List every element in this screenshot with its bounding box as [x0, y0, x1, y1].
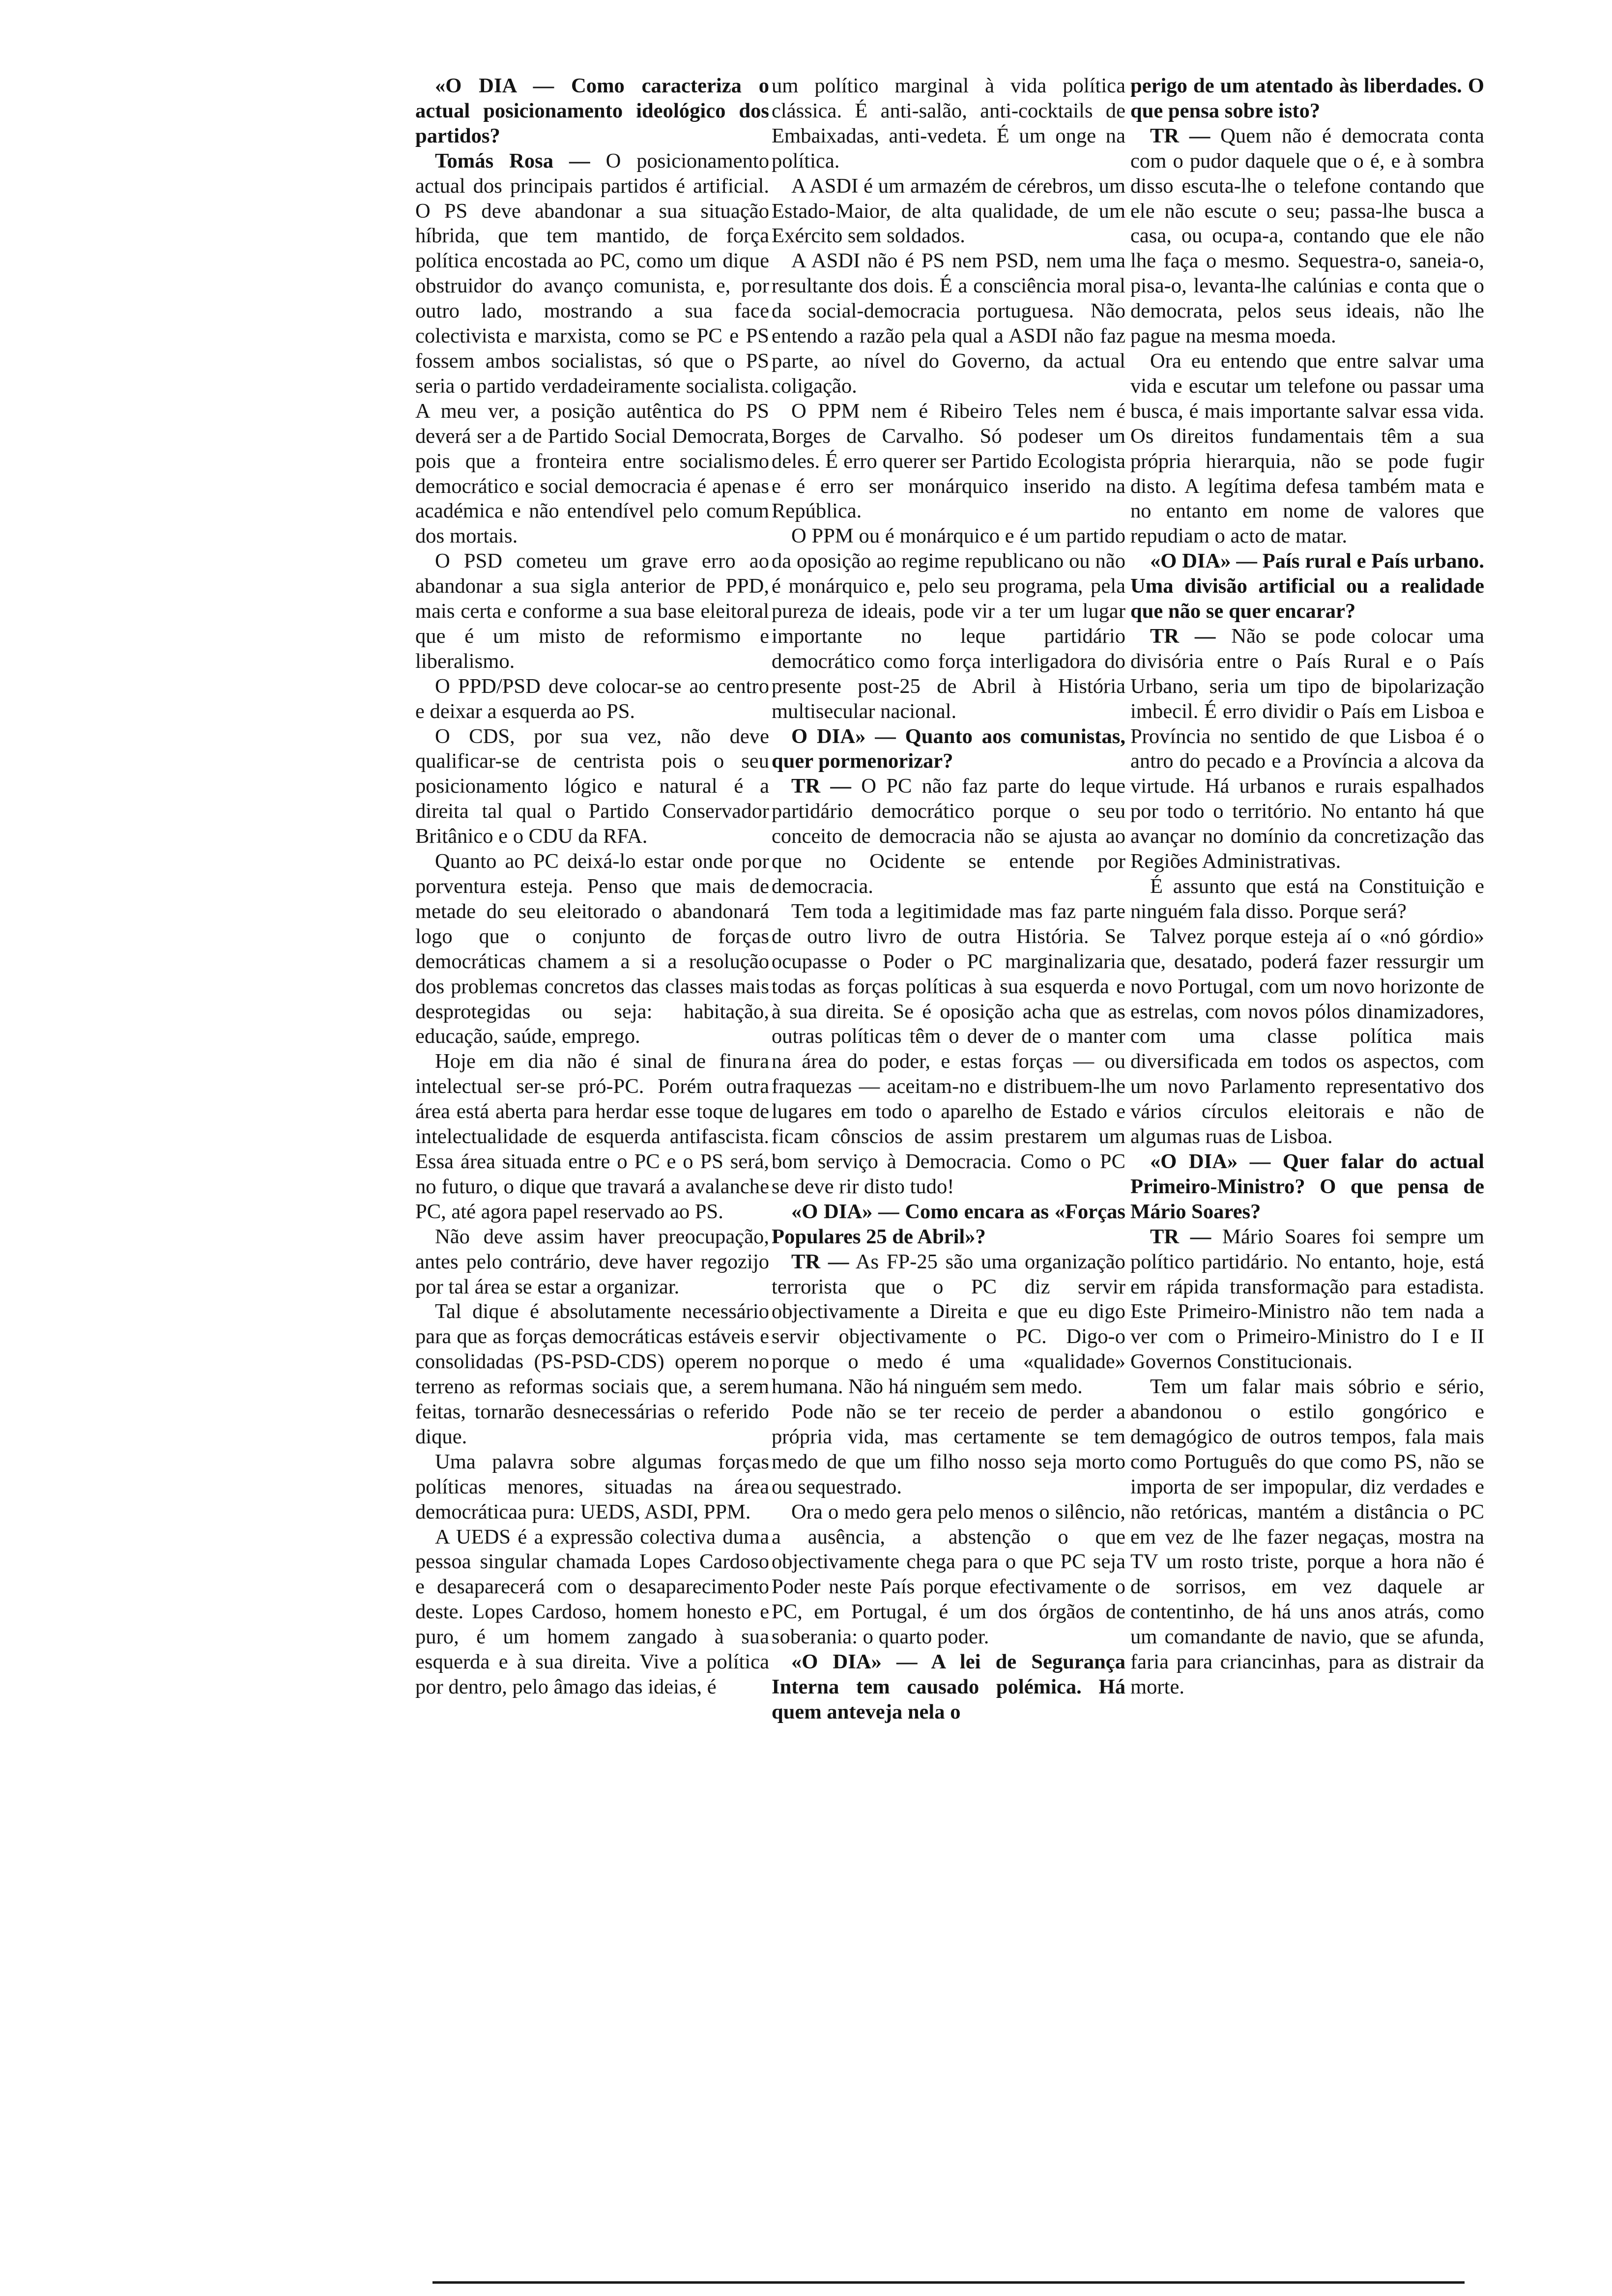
paragraph: Pode não se ter receio de perder a própria vida, mas certamente se tem medo de que um filho nosso seja morto ou sequestrado.	[772, 1400, 1125, 1498]
interview-question: O DIA» — Quanto aos comunistas, quer pormenorizar?	[772, 724, 1125, 773]
answer-text: As FP-25 são uma organização terrorista que o PC diz servir objectivamente a Direita e que eu digo servir objectivamente o PC. Digo-o porque o medo é uma «qualidade» humana. Não há ninguém sem medo.	[772, 1250, 1125, 1399]
text-column-3	[1130, 74, 1484, 1700]
paragraph: Não deve assim haver preocupação, antes pelo contrário, deve haver regozijo por tal área se estar a organizar.	[415, 1225, 769, 1298]
interview-answer	[772, 1250, 1125, 1400]
paragraph: O PPM ou é monárquico e é um partido da oposição ao regime republicano ou não é monárquico e, pelo seu programa, pela pureza de ideais, pode vir a ter um lugar importante no leque partidário democrático como força interligadora do presente post-25 de Abril à História multisecular nacional.	[772, 524, 1125, 723]
text-column-1	[415, 74, 769, 1700]
text-column-2	[772, 74, 1125, 1725]
paragraph: Talvez porque esteja aí o «nó górdio» que, desatado, poderá fazer ressurgir um novo Portugal, com um novo horizonte de estrelas, com novos pólos dinamizadores, com uma classe política mais diversificada em todos os aspectos, com um novo Parlamento representativo dos vários círculos eleitorais e não de algumas ruas de Lisboa.	[1130, 924, 1484, 1148]
interview-answer	[1130, 624, 1484, 874]
paragraph: O PSD cometeu um grave erro ao abandonar a sua sigla anterior de PPD, mais certa e conforme a sua base eleitoral que é um misto de reformismo e liberalismo.	[415, 549, 769, 673]
interview-question: «O DIA» — Quer falar do actual Primeiro-Ministro? O que pensa de Mário Soares?	[1130, 1149, 1484, 1223]
speaker-label: Tomás Rosa —	[435, 149, 590, 172]
speaker-label: TR —	[1150, 1225, 1211, 1248]
paragraph: É assunto que está na Constituição e ninguém fala disso. Porque será?	[1130, 875, 1484, 923]
paragraph: Uma palavra sobre algumas forças políticas menores, situadas na área democráticaa pura: UEDS, ASDI, PPM.	[415, 1450, 769, 1523]
interview-question: «O DIA» — Como encara as «Forças Populares 25 de Abril»?	[772, 1200, 1125, 1248]
paragraph: Quanto ao PC deixá-lo estar onde por porventura esteja. Penso que mais de metade do seu eleitorado o abandonará logo que o conjunto de forças democráticas chamem a si a resolução dos problemas concretos das classes mais desprotegidas ou seja: habitação, educação, saúde, emprego.	[415, 850, 769, 1048]
paragraph: O CDS, por sua vez, não deve qualificar-se de centrista pois o seu posicionamento lógico e natural é a direita tal qual o Partido Conservador Britânico e o CDU da RFA.	[415, 724, 769, 848]
paragraph: A UEDS é a expressão colectiva duma pessoa singular chamada Lopes Cardoso e desaparecerá com o desaparecimento deste. Lopes Cardoso, homem honesto e puro, é um homem zangado à sua esquerda e à sua direita. Vive a política por dentro, pelo âmago das ideias, é	[415, 1525, 769, 1698]
paragraph-continued: um político marginal à vida política clássica. É anti-salão, anti-cocktails de Embaixadas, anti-vedeta. É um onge na política.	[772, 74, 1125, 172]
interview-question: perigo de um atentado às liberdades. O que pensa sobre isto?	[1130, 74, 1484, 122]
paragraph: Tem um falar mais sóbrio e sério, abandonou o estilo gongórico e demagógico de outros tempos, fala mais como Português do que como PS, não se importa de ser impopular, diz verdades e não retóricas, mantém a distância o PC em vez de lhe fazer negaças, mostra na TV um rosto triste, porque a hora não é de sorrisos, em vez daquele ar contentinho, de há uns anos atrás, como um comandante de navio, que se afunda, faria para criancinhas, para as distrair da morte.	[1130, 1375, 1484, 1698]
paragraph: A ASDI é um armazém de cérebros, um Estado-Maior, de alta qualidade, de um Exército sem soldados.	[772, 174, 1125, 248]
paragraph: O PPD/PSD deve colocar-se ao centro e deixar a esquerda ao PS.	[415, 674, 769, 723]
interview-answer	[1130, 124, 1484, 349]
paragraph: Tal dique é absolutamente necessário para que as forças democráticas estáveis e consolidadas (PS-PSD-CDS) operem no terreno as reformas sociais que, a serem feitas, tornarão desnecessárias o referido dique.	[415, 1300, 769, 1448]
answer-text: Quem não é democrata conta com o pudor daquele que o é, e à sombra disso escuta-lhe o telefone contando que ele não escute o seu; passa-lhe busca a casa, ou ocupa-a, contando que ele não lhe faça o mesmo. Sequestra-o, saneia-o, pisa-o, levanta-lhe calúnias e conta que o democrata, pelos seus ideais, não lhe pague na mesma moeda.	[1130, 124, 1484, 348]
paragraph: Tem toda a legitimidade mas faz parte de outro livro de outra História. Se ocupasse o Poder o PC marginalizaria todas as forças políticas à sua esquerda e à sua direita. Se é oposição acha que as outras políticas têm o dever de o manter na área do poder, e estas forças — ou fraquezas — aceitam-no e distribuem-lhe lugares em todo o aparelho de Estado e ficam cônscios de assim prestarem um bom serviço à Democracia. Como o PC se deve rir disto tudo!	[772, 899, 1125, 1198]
paragraph: O PPM nem é Ribeiro Teles nem é Borges de Carvalho. Só podeser um deles. É erro querer ser Partido Ecologista e é erro ser monárquico inserido na República.	[772, 399, 1125, 523]
paragraph: A ASDI não é PS nem PSD, nem uma resultante dos dois. É a consciência moral da social-democracia portuguesa. Não entendo a razão pela qual a ASDI não faz parte, ao nível do Governo, da actual coligação.	[772, 249, 1125, 398]
speaker-label: TR —	[1150, 124, 1210, 147]
paragraph: Ora eu entendo que entre salvar uma vida e escutar um telefone ou passar uma busca, é mais importante salvar essa vida. Os direitos fundamentais têm a sua própria hierarquia, não se pode fugir disto. A legítima defesa também mata e no entanto em nome de valores que repudiam o acto de matar.	[1130, 349, 1484, 548]
interview-answer	[772, 774, 1125, 899]
answer-text: Não se pode colocar uma divisória entre o País Rural e o País Urbano, seria um tipo de bipolarização imbecil. É erro dividir o País em Lisboa e Província no sentido de que Lisboa é o antro do pecado e a Província a alcova da virtude. Há urbanos e rurais espalhados por todo o território. No entanto há que avançar no domínio da concretização das Regiões Administrativas.	[1130, 624, 1485, 873]
interview-answer	[1130, 1225, 1484, 1375]
paragraph: Ora o medo gera pelo menos o silêncio, a ausência, a abstenção o que objectivamente chega para o que PC seja Poder neste País porque efectivamente o PC, em Portugal, é um dos órgãos de soberania: o quarto poder.	[772, 1500, 1125, 1649]
speaker-label: TR —	[791, 1250, 849, 1273]
bottom-rule	[432, 2281, 1465, 2284]
speaker-label: TR —	[1150, 624, 1216, 648]
answer-text: Mário Soares foi sempre um político partidário. No entanto, hoje, está em rápida transformação para estadista. Este Primeiro-Ministro não tem nada a ver com o Primeiro-Ministro do I e II Governos Constitucionais.	[1130, 1225, 1484, 1374]
interview-question: «O DIA» — País rural e País urbano. Uma divisão artificial ou a realidade que não se quer encarar?	[1130, 549, 1484, 623]
speaker-label: TR —	[791, 775, 852, 798]
interview-question: «O DIA — Como caracteriza o actual posicionamento ideológico dos partidos?	[415, 74, 769, 147]
interview-answer	[415, 149, 769, 549]
interview-question: «O DIA» — A lei de Segurança Interna tem causado polémica. Há quem anteveja nela o	[772, 1650, 1125, 1723]
answer-text: O posicionamento actual dos principais partidos é artificial. O PS deve abandonar a sua situação híbrida, que tem mantido, de força política encostada ao PC, como um dique obstruidor do avanço comunista, e, por outro lado, mostrando a sua face colectivista e marxista, como se PC e PS fossem ambos socialistas, só que o PS seria o partido verdadeiramente socialista. A meu ver, a posição autêntica do PS deverá ser a de Partido Social Democrata, pois que a fronteira entre socialismo democrático e social democracia é apenas académica e não entendível pelo comum dos mortais.	[415, 149, 769, 548]
answer-text: O PC não faz parte do leque partidário democrático porque o seu conceito de democracia não se ajusta ao que no Ocidente se entende por democracia.	[772, 775, 1125, 898]
paragraph: Hoje em dia não é sinal de finura intelectual ser-se pró-PC. Porém outra área está aberta para herdar esse toque de intelectualidade de esquerda antifascista. Essa área situada entre o PC e o PS será, no futuro, o dique que travará a avalanche PC, até agora papel reservado ao PS.	[415, 1050, 769, 1223]
